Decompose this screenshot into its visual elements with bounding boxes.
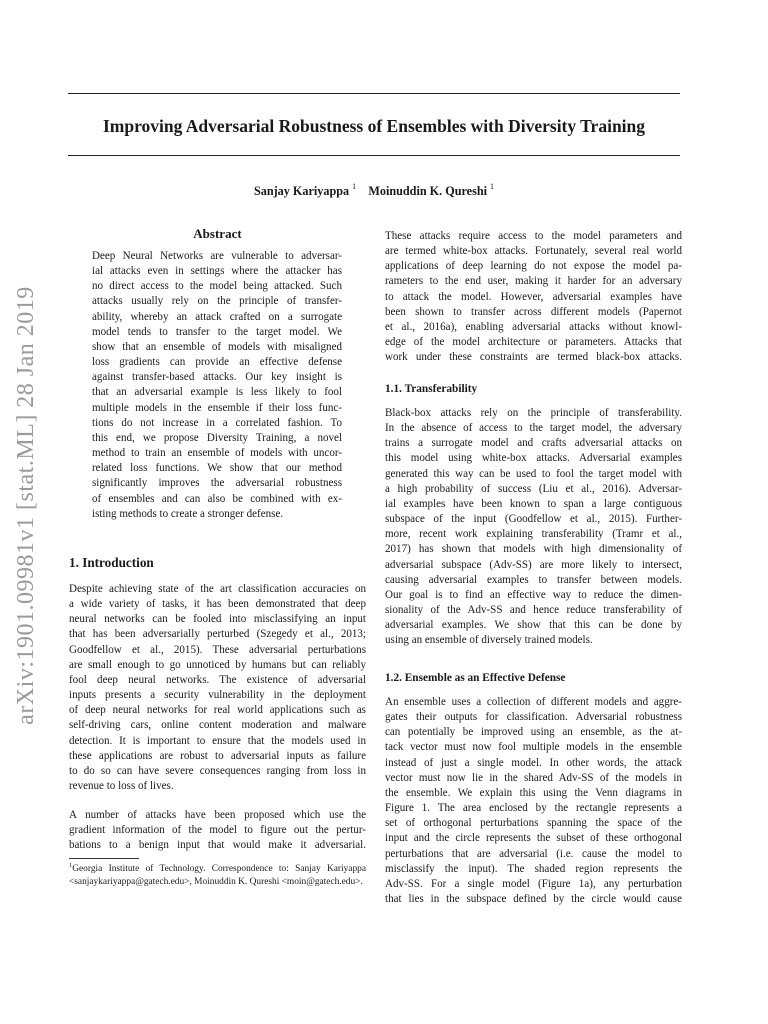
abstract-line <box>92 294 342 309</box>
title-top-rule <box>68 93 680 94</box>
body-line: 2017) has shown that models with high dimensionality of <box>385 543 682 556</box>
footnote-rule <box>69 858 139 859</box>
abstract-line: ial attacks even in settings where the attacker has <box>92 265 342 278</box>
ensemble-paragraph <box>385 695 682 907</box>
abstract-line-text: attacks usually rely on the principle of transfer- <box>92 295 342 308</box>
abstract-line: against transfer-based attacks. Our key insight is <box>92 371 342 384</box>
intro-line: been shown to transfer across different models (Papernot <box>385 305 682 318</box>
footnote-text: Georgia Institute of Technology. Correspondence to: Sanjay Kariyappa <sanjaykariyappa@gatech.edu>, Moinuddin K. Qureshi <moin@gatech.edu>. <box>69 864 366 887</box>
body-line: vector must now lie in the shared Adv-SS of the models in <box>385 771 682 784</box>
body-line: set of orthogonal perturbations spanning the space of the <box>385 817 682 830</box>
intro-line: revenue to loss of lives. <box>69 780 174 793</box>
body-line: generated this way can be used to fool the target model with <box>385 467 682 480</box>
body-line: ial examples have been known to span a large contiguous <box>385 497 682 510</box>
body-line: Adv-SS. For a single model (Figure 1a), any perturbation <box>385 877 682 890</box>
body-line: more, recent work explaining transferability (Tramr et al., <box>385 528 682 541</box>
body-line: gates their outputs for classification. Adversarial robustness <box>385 711 682 724</box>
abstract-line: of ensembles and can also be combined with ex- <box>92 492 342 505</box>
abstract-heading: Abstract <box>193 226 242 241</box>
abstract-line: no direct access to the model being attacked. Such <box>92 280 342 293</box>
abstract-line: tions do not increase in a correlated fashion. To <box>92 416 342 429</box>
intro-line: inputs presents a security vulnerability in the deployment <box>69 689 366 702</box>
introduction-paragraph-2 <box>69 808 366 853</box>
abstract-line: isting methods to create a stronger defense. <box>92 507 284 520</box>
intro-line: work under these constraints are termed black-box attacks. <box>385 351 682 364</box>
body-line: adversarial subspace (Adv-SS) are more likely to intersect, <box>385 558 682 571</box>
section-heading-transferability: 1.1. Transferability <box>385 383 478 395</box>
arxiv-stamp <box>2 260 50 750</box>
body-line: Our goal is to find an effective way to reduce the dimen- <box>385 588 682 601</box>
footnote-mark: 1 <box>69 862 73 869</box>
affiliation-mark: 1 <box>352 182 357 191</box>
body-line: causing adversarial examples to transfer between models. <box>385 573 682 586</box>
author-list <box>68 180 680 199</box>
body-line: instead of just a single model. In other words, the attack <box>385 756 682 769</box>
body-line: Black-box attacks rely on the principle of transferability. <box>385 407 682 419</box>
abstract-line: model tends to transfer to the target model. We <box>92 325 342 338</box>
body-line: input and the circle represents the subset of these orthogonal <box>385 832 682 845</box>
body-line: this model using white-box attacks. Adversarial examples <box>385 452 682 465</box>
intro-line: applications of deep learning do not expose the model pa- <box>385 260 682 273</box>
author-name: Sanjay Kariyappa <box>253 184 350 199</box>
abstract-line: that an adversarial example is less likely to fool <box>92 386 342 399</box>
body-line: subspace of the input (Goodfellow et al., 2015). Further- <box>385 513 682 526</box>
footnote <box>69 860 366 889</box>
arxiv-stamp-text: arXiv:1901.09981v1 [stat.ML] 28 Jan 2019 <box>12 285 39 725</box>
intro-line: are small enough to go unnoticed by humans but can reliably <box>69 658 366 671</box>
title-bottom-rule <box>68 155 680 156</box>
body-line: using an ensemble of diversely trained models. <box>385 634 593 647</box>
body-line: adversarial examples. We show that this can be done by <box>385 619 682 632</box>
intro-line: a wide variety of tasks, it has been demonstrated that deep <box>69 598 366 611</box>
section-heading-ensemble: 1.2. Ensemble as an Effective Defense <box>385 672 566 684</box>
abstract-line: method to train an ensemble of models with uncor- <box>92 447 342 460</box>
introduction-heading: 1. Introduction <box>69 555 154 570</box>
abstract-body <box>92 249 342 522</box>
abstract-line: ability, whereby an attack crafted on a surrogate <box>92 310 342 323</box>
intro-line: are termed white-box attacks. Fortunately, several real world <box>385 245 682 258</box>
body-line: misclassify the input). The shaded region represents the <box>385 862 682 875</box>
affiliation-mark: 1 <box>490 182 495 191</box>
body-line: can potentially be improved using an ensemble, as the at- <box>385 726 682 739</box>
intro-line: self-driving cars, online content moderation and malware <box>69 719 366 732</box>
intro-line: These attacks require access to the model parameters and <box>385 230 682 242</box>
intro-line: bations to a benign input that would make it adversarial. <box>69 839 366 852</box>
abstract-line: show that an ensemble of models with misaligned <box>92 340 342 353</box>
intro-line: Goodfellow et al., 2015). These adversarial perturbations <box>69 643 366 656</box>
intro-line: et al., 2016a), enabling adversarial attacks without knowl- <box>385 320 682 333</box>
intro-line: neural networks can be fooled into misclassifying an input <box>69 613 366 626</box>
author-name: Moinuddin K. Qureshi <box>368 184 487 199</box>
intro-line: gradient information of the model to figure out the pertur- <box>69 824 366 837</box>
intro-line: rameters to the end user, making it harder for an adversary <box>385 275 682 288</box>
body-line: the ensemble. We explain this using the Venn diagrams in <box>385 786 682 799</box>
body-line: sionality of the Adv-SS and hence reduce transferability of <box>385 604 682 617</box>
abstract-line: related loss functions. We show that our method <box>92 462 342 475</box>
intro-line: A number of attacks have been proposed which use the <box>69 809 366 821</box>
body-line: perturbations that are adversarial (i.e. cause the model to <box>385 847 682 860</box>
body-line: that lies in the subspace defined by the circle would cause <box>385 893 682 906</box>
intro-line: of deep neural networks for real world applications such as <box>69 704 366 717</box>
intro-line: edge of the model architecture or parameters. Attacks that <box>385 336 682 349</box>
body-line: trains a surrogate model and crafts adversarial attacks on <box>385 437 682 450</box>
intro-line: to do so can have severe consequences ranging from loss in <box>69 764 366 777</box>
intro-line: detection. It is important to ensure that the models used in <box>69 734 366 747</box>
body-line: An ensemble uses a collection of different models and aggre- <box>385 696 682 708</box>
intro-line: fool deep neural networks. The existence of adversarial <box>69 673 366 686</box>
abstract-line: Deep Neural Networks are vulnerable to adversar- <box>92 250 342 262</box>
transferability-paragraph <box>385 406 682 649</box>
body-line: a high probability of success (Liu et al., 2016). Adversar- <box>385 482 682 495</box>
paper-title: Improving Adversarial Robustness of Ensembles with Diversity Training <box>102 116 646 136</box>
abstract-line: significantly improves the adversarial robustness <box>92 477 342 490</box>
intro-line: that has been adversarially perturbed (Szegedy et al., 2013; <box>69 628 366 641</box>
abstract-line: loss gradients can provide an effective defense <box>92 356 342 369</box>
body-line: In the absence of access to the target model, the adversary <box>385 422 682 435</box>
intro-continued-paragraph <box>385 229 682 365</box>
intro-line: Despite achieving state of the art classification accuracies on <box>69 583 366 595</box>
intro-line: these applications are robust to adversarial inputs as failure <box>69 749 366 762</box>
body-line: tack vector must now fool multiple models in the ensemble <box>385 741 682 754</box>
body-line: Figure 1. The area enclosed by the rectangle represents a <box>385 802 682 815</box>
introduction-paragraph <box>69 582 366 794</box>
abstract-line: multiple models in the ensemble if their loss func- <box>92 401 342 414</box>
intro-line: to attack the model. However, adversarial examples have <box>385 290 682 303</box>
abstract-line: this end, we propose Diversity Training, a novel <box>92 431 342 444</box>
